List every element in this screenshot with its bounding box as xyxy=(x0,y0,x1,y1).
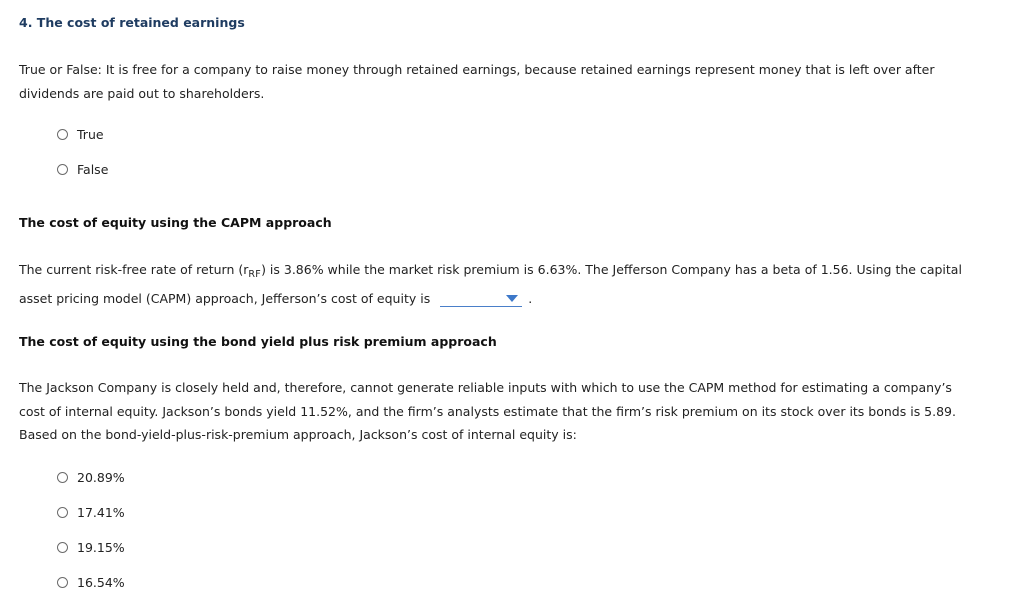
radio-option-false[interactable] xyxy=(57,159,108,179)
radio-option-true[interactable] xyxy=(57,124,104,144)
bond-section-heading: The cost of equity using the bond yield plus risk premium approach xyxy=(19,334,497,349)
radio-button-icon[interactable] xyxy=(57,507,68,518)
radio-option-label: 16.54% xyxy=(77,574,125,590)
radio-option-3[interactable] xyxy=(57,537,125,557)
capm-question-text xyxy=(19,258,979,310)
radio-button-icon[interactable] xyxy=(57,472,68,483)
radio-button-icon[interactable] xyxy=(57,129,68,140)
radio-button-icon[interactable] xyxy=(57,542,68,553)
radio-option-2[interactable] xyxy=(57,502,125,522)
true-false-question-text: True or False: It is free for a company to raise money through retained earnings, because retained earnings represent money that is left over after dividends are paid out to shareholders. xyxy=(19,62,935,101)
radio-option-label: 19.15% xyxy=(77,539,125,555)
radio-option-label: 17.41% xyxy=(77,504,125,520)
cost-of-equity-dropdown[interactable] xyxy=(440,292,522,307)
bond-question-text: The Jackson Company is closely held and, therefore, cannot generate reliable inputs with which to use the CAPM method for estimating a company’s cost of internal equity. Jackson’s bonds yield 11.52%, and the firm’s analysts estimate that the firm’s risk premium on its stock over its bonds is 5.89. Based on the bond-yield-plus-risk-premium approach, Jackson’s cost of internal equity is: xyxy=(19,380,956,442)
radio-option-label: False xyxy=(77,161,109,177)
capm-text-part1: The current risk-free rate of return (r xyxy=(19,262,249,277)
chevron-down-icon[interactable] xyxy=(506,295,518,302)
radio-option-label: True xyxy=(77,126,104,142)
question-title: 4. The cost of retained earnings xyxy=(19,15,245,30)
radio-option-label: 20.89% xyxy=(77,469,125,485)
capm-text-part2: ) is 3.86% while the market risk premium is 6.63%. The Jefferson Company has a beta of 1.56. Using the capital asset pricing model (CAPM) approach, Jefferson’s cost of equity is xyxy=(19,262,962,306)
radio-button-icon[interactable] xyxy=(57,577,68,588)
capm-section-heading: The cost of equity using the CAPM approach xyxy=(19,215,332,230)
radio-option-4[interactable] xyxy=(57,572,125,592)
capm-text-end: . xyxy=(528,290,533,306)
rf-subscript: RF xyxy=(248,269,262,280)
radio-button-icon[interactable] xyxy=(57,164,68,175)
radio-option-1[interactable] xyxy=(57,467,125,487)
